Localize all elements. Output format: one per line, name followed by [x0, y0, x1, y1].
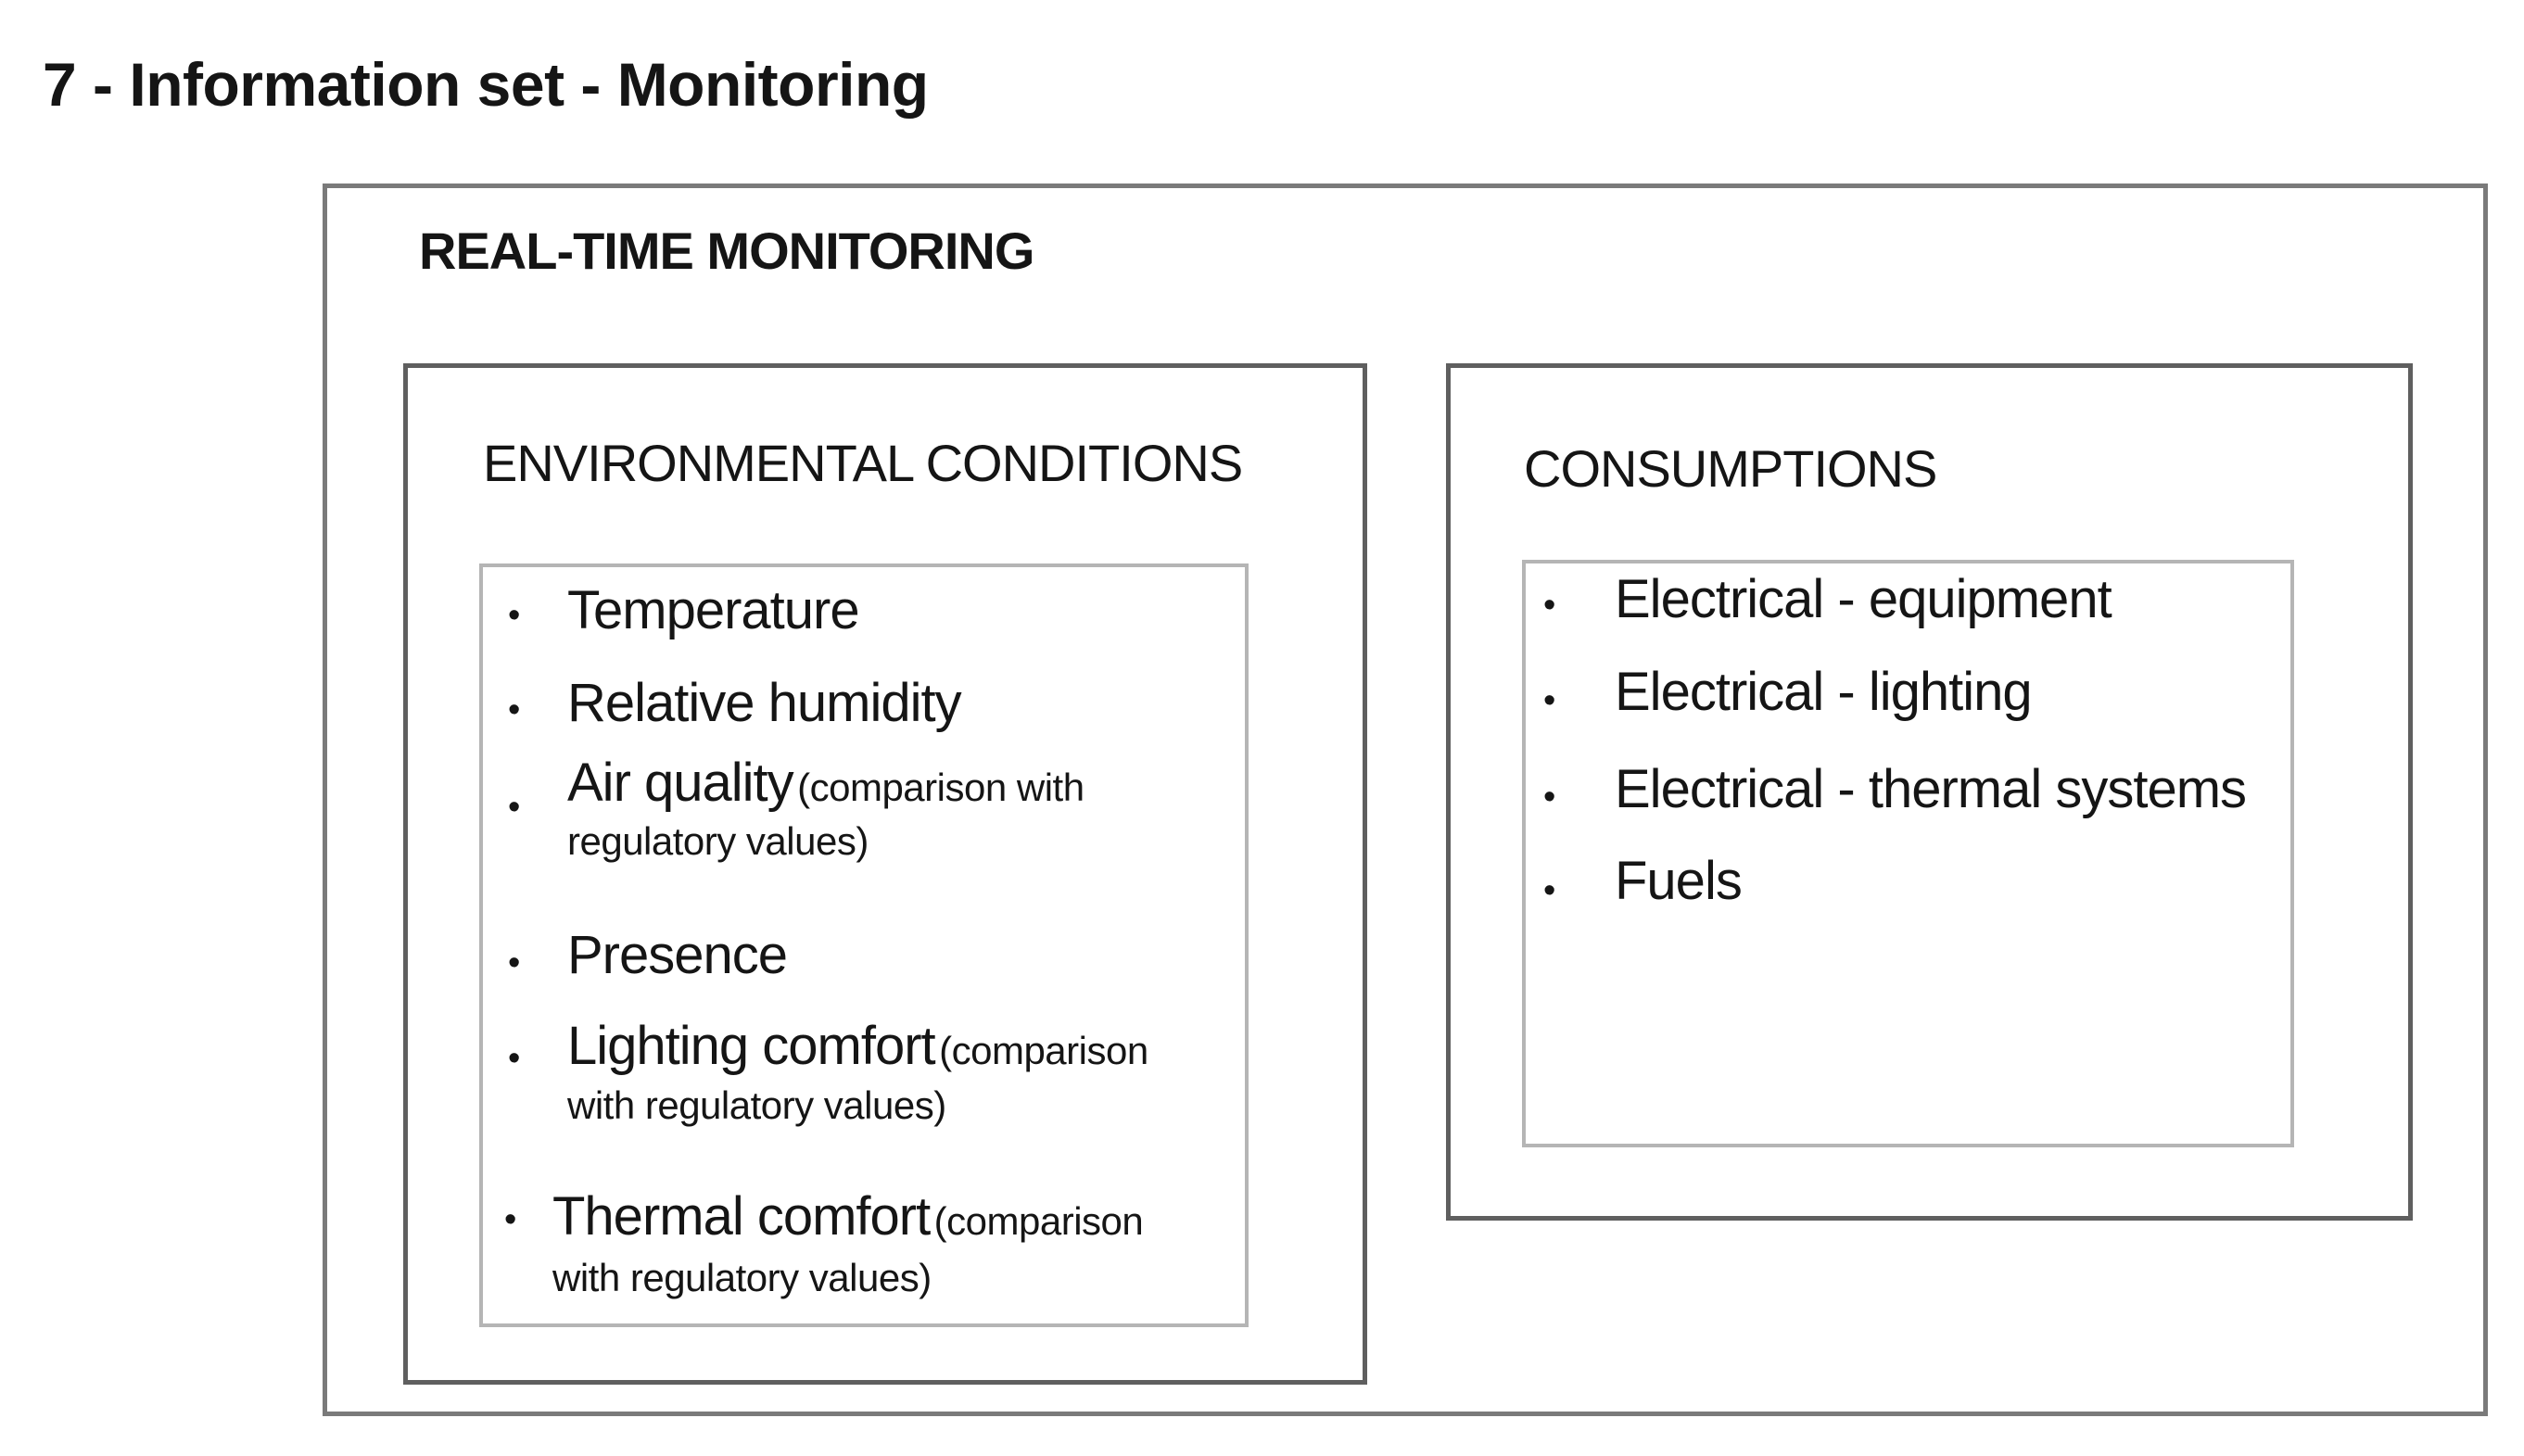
list-item-electrical-thermal-systems: [1615, 759, 2247, 819]
list-item-label: Fuels: [1615, 851, 1742, 911]
bullet-icon: •: [508, 1039, 521, 1078]
list-item-temperature: [567, 580, 859, 640]
list-item-note: (comparison with: [797, 766, 1084, 809]
list-item-note-continued: with regulatory values): [552, 1256, 932, 1299]
list-item-relative-humidity: [567, 673, 961, 733]
list-item-note-continued: with regulatory values): [567, 1083, 946, 1127]
list-item-note: (comparison: [939, 1029, 1148, 1072]
list-item-note-continued: regulatory values): [567, 819, 869, 863]
bullet-icon: •: [1543, 871, 1556, 910]
bullet-icon: •: [508, 690, 521, 729]
list-item-label: Presence: [567, 925, 788, 985]
list-item-presence: [567, 925, 788, 985]
list-item-label: Relative humidity: [567, 673, 961, 733]
list-item-thermal-comfort: [552, 1186, 1144, 1247]
bullet-icon: •: [1543, 681, 1556, 720]
list-item-electrical-equipment: [1615, 569, 2112, 629]
list-item-label: Electrical - lighting: [1615, 662, 2032, 722]
list-item-label: Temperature: [567, 580, 859, 640]
list-item-note: (comparison: [933, 1199, 1144, 1243]
consumptions-heading: CONSUMPTIONS: [1524, 439, 1937, 498]
bullet-icon: •: [504, 1200, 517, 1239]
list-item-label: Air quality: [567, 753, 793, 813]
list-item-fuels: [1615, 851, 1742, 911]
environmental-conditions-heading: ENVIRONMENTAL CONDITIONS: [483, 434, 1243, 492]
bullet-icon: •: [508, 943, 521, 982]
list-item-label: Electrical - thermal systems: [1615, 759, 2247, 819]
list-item-lighting-comfort: [567, 1016, 1148, 1076]
page-title: 7 - Information set - Monitoring: [43, 50, 929, 119]
list-item-label: Lighting comfort: [567, 1016, 935, 1076]
bullet-icon: •: [1543, 778, 1556, 817]
list-item-label: Electrical - equipment: [1615, 569, 2112, 629]
bullet-icon: •: [1543, 586, 1556, 625]
bullet-icon: •: [508, 788, 521, 827]
list-item-label: Thermal comfort: [552, 1186, 931, 1247]
bullet-icon: •: [508, 596, 521, 635]
list-item-electrical-lighting: [1615, 662, 2032, 722]
list-item-air-quality: [567, 753, 1084, 813]
real-time-monitoring-heading: REAL-TIME MONITORING: [419, 222, 1034, 280]
